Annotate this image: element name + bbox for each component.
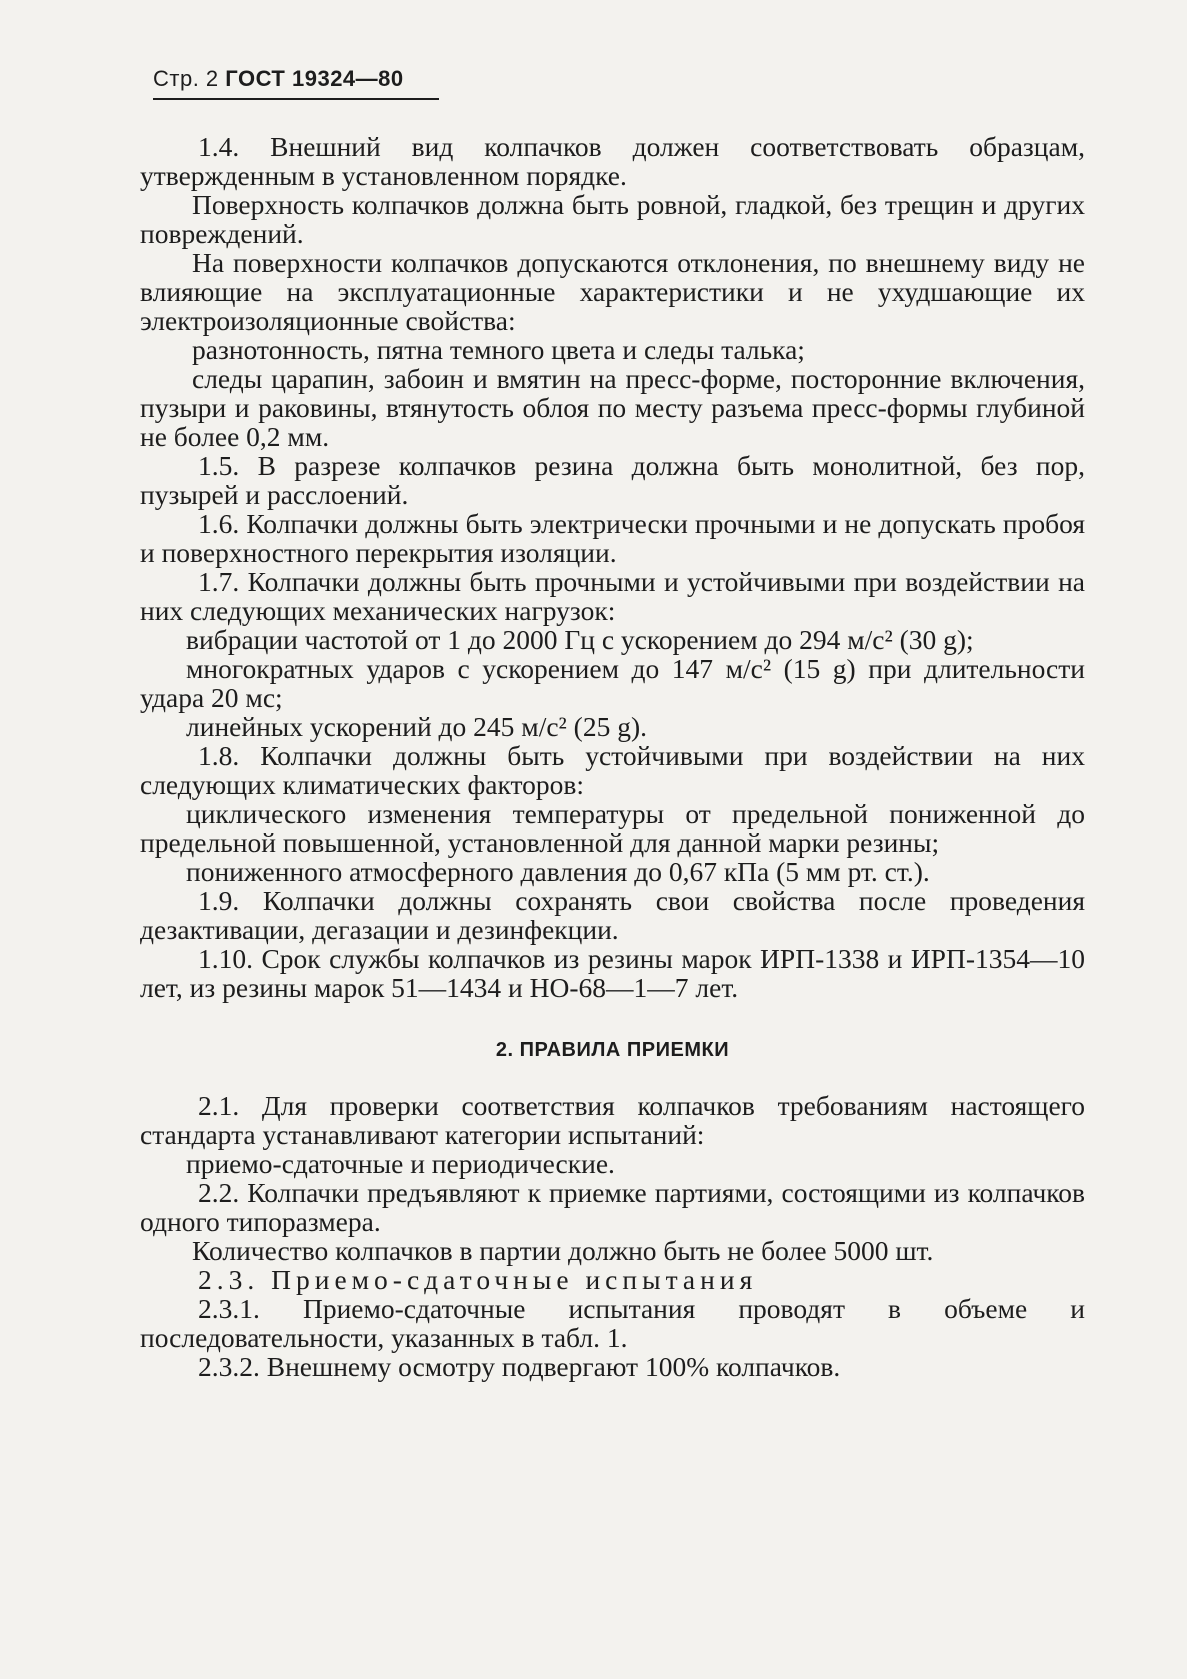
clause-1-5: 1.5. В разрезе колпачков резина должна быть монолитной, без пор, пузырей и расслоений. [140,450,1085,510]
section-2-title: 2. ПРАВИЛА ПРИЕМКИ [495,1039,730,1061]
page-number: Стр. 2 [153,66,219,91]
clause-1-10: 1.10. Срок службы колпачков из резины марок ИРП-1338 и ИРП-1354—10 лет, из резины марок 51—1434 и НО-68—1—7 лет. [140,943,1085,1003]
clause-2-1-categories: приемо-сдаточные и периодические. [186,1148,615,1179]
clause-2-3-heading: 2.3. Приемо-сдаточные испытания [198,1264,758,1295]
clause-1-8-temperature: циклического изменения температуры от предельной пониженной до предельной повышенной, установленной для данной марки резины; [140,798,1085,858]
paragraph-deviations: На поверхности колпачков допускаются отклонения, по внешнему виду не влияющие на эксплуатационные характеристики и не ухудшающие их электроизоляционные свойства: [140,247,1085,336]
clause-1-7-acceleration: линейных ускорений до 245 м/с² (25 g). [186,711,647,742]
clause-1-4: 1.4. Внешний вид колпачков должен соответствовать образцам, утвержденным в установленном порядке. [140,131,1085,191]
clause-2-2: 2.2. Колпачки предъявляют к приемке партиями, состоящими из колпачков одного типоразмера. [140,1177,1085,1237]
clause-1-8-pressure: пониженного атмосферного давления до 0,67 кПа (5 мм рт. ст.). [186,856,930,887]
clause-2-3-2: 2.3.2. Внешнему осмотру подвергают 100% колпачков. [198,1351,841,1382]
clause-2-1: 2.1. Для проверки соответствия колпачков требованиям настоящего стандарта устанавливают категории испытаний: [140,1090,1085,1150]
clause-2-3 [140,1265,1085,1294]
page-header [153,66,439,100]
clause-2-2-quantity: Количество колпачков в партии должно быть не более 5000 шт. [192,1235,934,1266]
clause-1-7: 1.7. Колпачки должны быть прочными и устойчивыми при воздействии на них следующих механических нагрузок: [140,566,1085,626]
standard-number: ГОСТ 19324—80 [225,66,404,91]
clause-1-6: 1.6. Колпачки должны быть электрически прочными и не допускать пробоя и поверхностного перекрытия изоляции. [140,508,1085,568]
clause-1-7-vibration: вибрации частотой от 1 до 2000 Гц с ускорением до 294 м/с² (30 g); [186,624,974,655]
clause-1-7-impacts: многократных ударов с ускорением до 147 м/с² (15 g) при длительности удара 20 мс; [140,653,1085,713]
clause-1-8: 1.8. Колпачки должны быть устойчивыми при воздействии на них следующих климатических факторов: [140,740,1085,800]
deviation-item-2: следы царапин, забоин и вмятин на пресс-форме, посторонние включения, пузыри и раковины, втянутость облоя по месту разъема пресс-формы глубиной не более 0,2 мм. [140,363,1085,452]
clause-2-3-1: 2.3.1. Приемо-сдаточные испытания проводят в объеме и последовательности, указанных в табл. 1. [140,1293,1085,1353]
paragraph-surface: Поверхность колпачков должна быть ровной, гладкой, без трещин и других повреждений. [140,189,1085,249]
clause-1-9: 1.9. Колпачки должны сохранять свои свойства после проведения дезактивации, дегазации и дезинфекции. [140,885,1085,945]
document-body [140,132,1085,1381]
deviation-item-1: разнотонность, пятна темного цвета и следы талька; [192,334,805,365]
